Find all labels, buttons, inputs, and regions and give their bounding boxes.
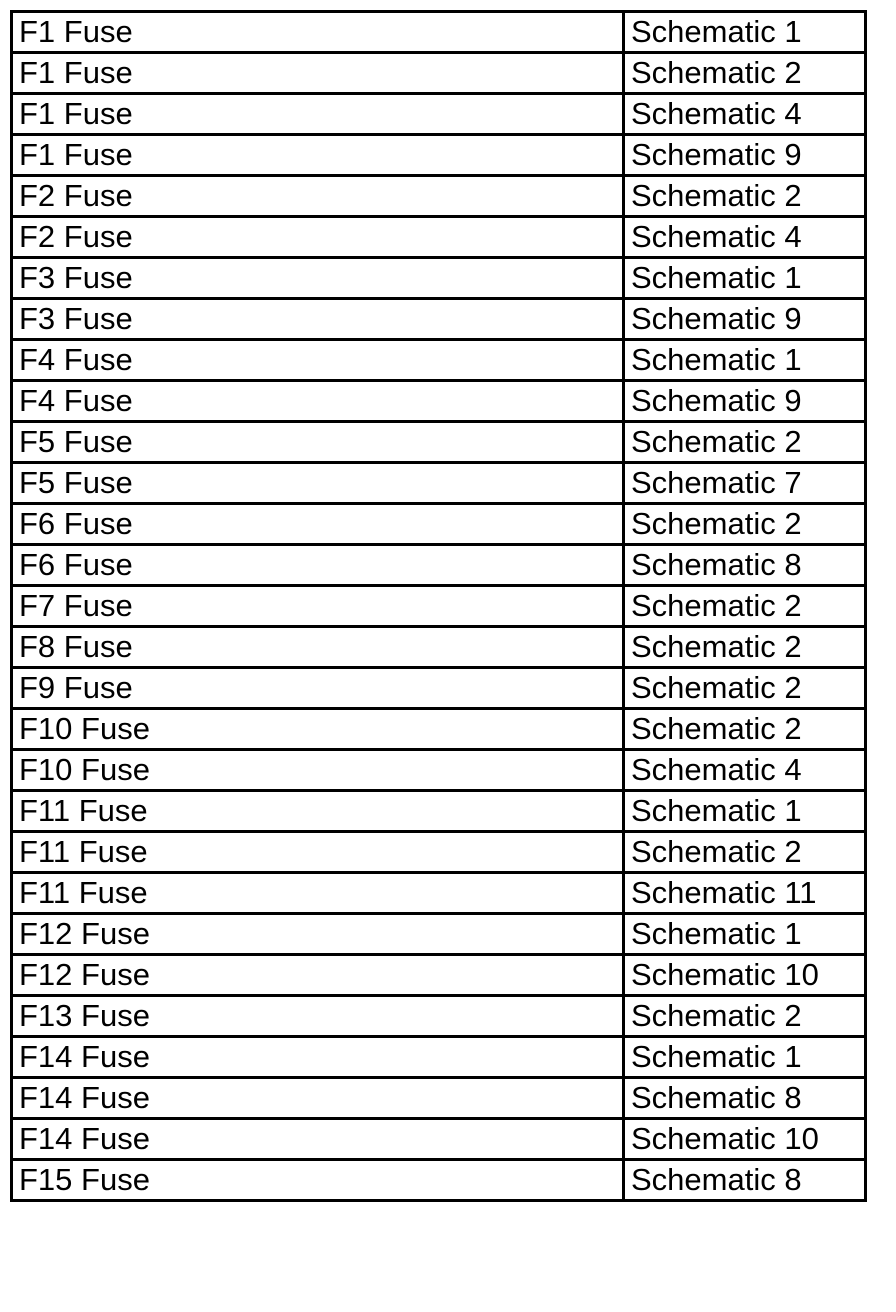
schematic-cell: Schematic 10	[624, 1119, 866, 1160]
fuse-cell: F13 Fuse	[12, 996, 624, 1037]
table-row	[12, 94, 866, 135]
schematic-cell: Schematic 9	[624, 299, 866, 340]
fuse-cell: F7 Fuse	[12, 586, 624, 627]
table-row	[12, 791, 866, 832]
table-row	[12, 1037, 866, 1078]
table-row	[12, 1160, 866, 1201]
table-row	[12, 53, 866, 94]
fuse-cell: F14 Fuse	[12, 1037, 624, 1078]
fuse-cell: F12 Fuse	[12, 914, 624, 955]
fuse-cell: F6 Fuse	[12, 504, 624, 545]
fuse-cell: F11 Fuse	[12, 791, 624, 832]
table-row	[12, 135, 866, 176]
fuse-cell: F12 Fuse	[12, 955, 624, 996]
schematic-cell: Schematic 4	[624, 750, 866, 791]
schematic-cell: Schematic 2	[624, 996, 866, 1037]
fuse-cell: F10 Fuse	[12, 709, 624, 750]
table-row	[12, 668, 866, 709]
schematic-cell: Schematic 2	[624, 504, 866, 545]
table-row	[12, 1078, 866, 1119]
table-row	[12, 1119, 866, 1160]
fuse-cell: F6 Fuse	[12, 545, 624, 586]
schematic-cell: Schematic 2	[624, 668, 866, 709]
table-row	[12, 627, 866, 668]
fuse-cell: F1 Fuse	[12, 135, 624, 176]
fuse-cell: F1 Fuse	[12, 94, 624, 135]
fuse-schematic-table	[10, 10, 867, 1202]
schematic-cell: Schematic 7	[624, 463, 866, 504]
table-row	[12, 750, 866, 791]
schematic-cell: Schematic 4	[624, 217, 866, 258]
fuse-cell: F2 Fuse	[12, 217, 624, 258]
fuse-cell: F5 Fuse	[12, 422, 624, 463]
schematic-cell: Schematic 1	[624, 914, 866, 955]
schematic-cell: Schematic 1	[624, 12, 866, 53]
fuse-cell: F14 Fuse	[12, 1119, 624, 1160]
schematic-cell: Schematic 8	[624, 1160, 866, 1201]
fuse-cell: F9 Fuse	[12, 668, 624, 709]
schematic-cell: Schematic 8	[624, 1078, 866, 1119]
schematic-cell: Schematic 4	[624, 94, 866, 135]
schematic-cell: Schematic 1	[624, 258, 866, 299]
table-row	[12, 832, 866, 873]
fuse-cell: F10 Fuse	[12, 750, 624, 791]
schematic-cell: Schematic 2	[624, 709, 866, 750]
table-row	[12, 709, 866, 750]
schematic-cell: Schematic 1	[624, 340, 866, 381]
table-row	[12, 996, 866, 1037]
schematic-cell: Schematic 2	[624, 832, 866, 873]
fuse-cell: F5 Fuse	[12, 463, 624, 504]
table-body	[12, 12, 866, 1201]
schematic-cell: Schematic 1	[624, 1037, 866, 1078]
schematic-cell: Schematic 2	[624, 586, 866, 627]
schematic-cell: Schematic 9	[624, 135, 866, 176]
fuse-cell: F8 Fuse	[12, 627, 624, 668]
table-row	[12, 176, 866, 217]
table-row	[12, 914, 866, 955]
fuse-cell: F11 Fuse	[12, 873, 624, 914]
fuse-cell: F3 Fuse	[12, 299, 624, 340]
table-row	[12, 955, 866, 996]
schematic-cell: Schematic 10	[624, 955, 866, 996]
fuse-cell: F4 Fuse	[12, 381, 624, 422]
table-row	[12, 586, 866, 627]
table-row	[12, 463, 866, 504]
table-row	[12, 545, 866, 586]
schematic-cell: Schematic 2	[624, 176, 866, 217]
fuse-cell: F1 Fuse	[12, 53, 624, 94]
table-row	[12, 873, 866, 914]
fuse-cell: F1 Fuse	[12, 12, 624, 53]
schematic-cell: Schematic 2	[624, 53, 866, 94]
schematic-cell: Schematic 1	[624, 791, 866, 832]
table-row	[12, 381, 866, 422]
fuse-cell: F11 Fuse	[12, 832, 624, 873]
table-row	[12, 217, 866, 258]
table-row	[12, 299, 866, 340]
schematic-cell: Schematic 2	[624, 422, 866, 463]
schematic-cell: Schematic 2	[624, 627, 866, 668]
fuse-cell: F14 Fuse	[12, 1078, 624, 1119]
fuse-cell: F3 Fuse	[12, 258, 624, 299]
schematic-cell: Schematic 8	[624, 545, 866, 586]
schematic-cell: Schematic 11	[624, 873, 866, 914]
table-row	[12, 422, 866, 463]
table-row	[12, 258, 866, 299]
fuse-schematic-sheet	[10, 10, 867, 1202]
fuse-cell: F15 Fuse	[12, 1160, 624, 1201]
table-row	[12, 12, 866, 53]
table-row	[12, 504, 866, 545]
table-row	[12, 340, 866, 381]
fuse-cell: F2 Fuse	[12, 176, 624, 217]
fuse-cell: F4 Fuse	[12, 340, 624, 381]
schematic-cell: Schematic 9	[624, 381, 866, 422]
